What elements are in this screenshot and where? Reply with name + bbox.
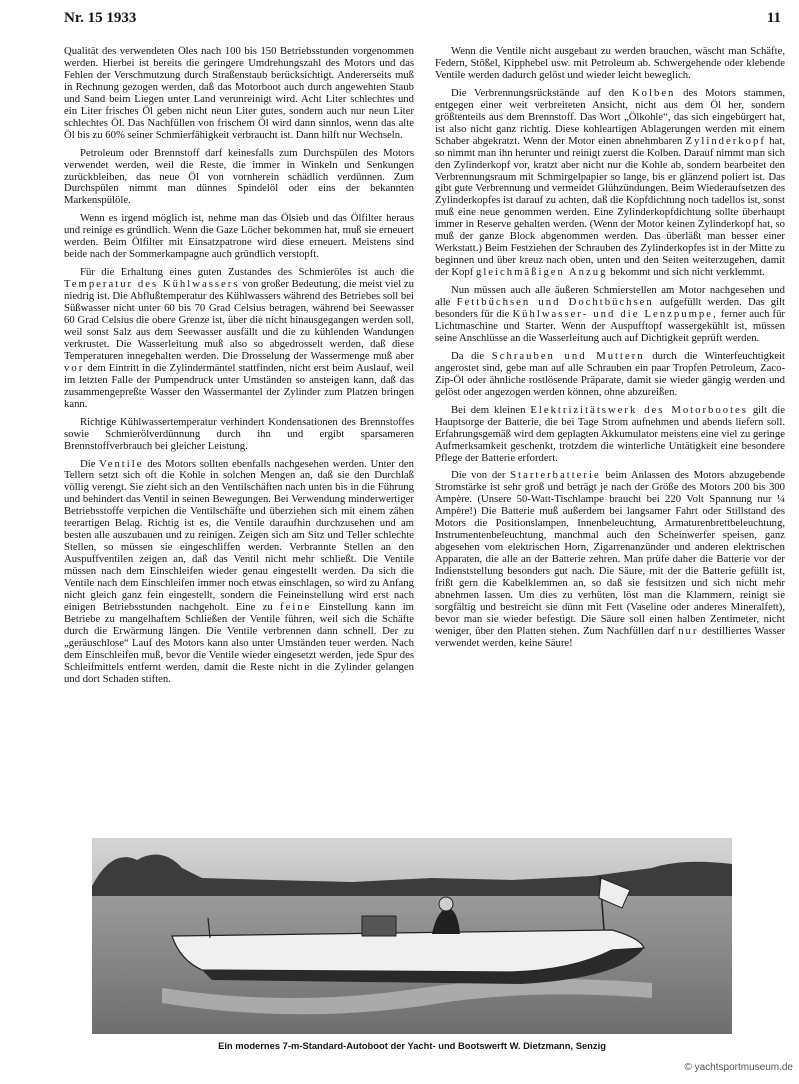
emphasis: Starterbatterie	[510, 469, 601, 482]
page-header	[64, 10, 781, 32]
emphasis: feine	[280, 600, 312, 613]
page-number: 11	[766, 10, 781, 26]
paragraph: Die von der Starterbatterie beim Anlassen des Motors abzugebende Stromstärke ist sehr groß und beträgt je nach der Größe des Motors 200 bis 300 Ampère. (Unsere 50-Watt-Tischlampe braucht bei 220 Volt Spannung nur ¼ Ampère!) Die Batterie muß außerdem bei langsamer Fahrt oder Stillstand des Motors die Positionslampen, Innenbeleuchtung, Armaturenbrettbeleuchtung, Instrumentenbeleuchtung, manchmal auch den Scheinwerfer speisen, ganz abgesehen vom elektrischen Horn, Zigarrenanzünder und anderen elektrischen Apparaten, die alle an der Batterie zehren. Man prüfe daher die Batterie vor der Indienststellung besonders gut nach. Die Säure, mit der die Batterie gefüllt ist, frißt gern die Kabelklemmen an, so daß sie festsitzen und sich nicht mehr abnehmen lassen. Um dies zu verhüten, löst man die Klammern, reinigt sie sorgfältig und bestreicht sie dünn mit Fett (Vaseline oder anderes Mineralfett), bevor man sie wieder befestigt. Die Säure soll einen halben Zentimeter, nicht weniger, über den Platten stehen. Zum Nachfüllen darf nur destilliertes Wasser verwendet werden, keine Säure!	[435, 469, 785, 649]
paragraph: Wenn die Ventile nicht ausgebaut zu werden brauchen, wäscht man Schäfte, Federn, Stößel, Kipphebel usw. mit Petroleum ab. Schwergehende oder klebende Ventile werden dadurch gelöst und wieder leicht beweglich.	[435, 46, 785, 81]
paragraph: Für die Erhaltung eines guten Zustandes des Schmieröles ist auch die Temperatur des Kühlwassers von großer Bedeutung, die meist viel zu niedrig ist. Die Abflußtemperatur des Kühlwassers während des Betriebes soll bei Süßwasser nicht unter 60 bis 70 Grad Celsius betragen, während bei Seewasser 60 Grad Celsius die obere Grenze ist, über die nicht hinausgegangen werden soll, weil sonst Salz aus dem Seewasser ausfällt und die zu kühlenden Wandungen verkrustet. Die Wasserleitung muß also so abgedrosselt werden, daß diese Temperaturen innegehalten werden. Die Drosselung der Wassermenge muß aber vor dem Eintritt in die Zylindermäntel stattfinden, nicht erst beim Auslauf, weil im letzten Falle der Pumpendruck unter Umständen so ansteigen kann, daß das zusammengepreßte Wasser den Wassermantel der Zylinder zum Platzen bringen kann.	[64, 266, 414, 410]
paragraph: Die Ventile des Motors sollten ebenfalls nachgesehen werden. Unter den Tellern setzt sich oft die Kohle in solchen Mengen an, daß sie den Durchlaß völlig verengt. Sie zieht sich an den Ventilschäften nach unten bis in die Führung und behindert das Ventil in seinen Bewegungen. Bei Verwendung minderwertiger Betriebsstoffe verpichen die Ventilschäfte und überziehen sich mit einem zähen teerartigen Belag. Richtig ist es, die Ventile daraufhin durchzusehen und am besten alle auszubauen und zu reinigen. Zeigen sich am Sitz und Teller schlechte Stellen, so müssen sie eingeschliffen werden. Verbrannte Stellen an den Auspuffventilen zeigen an, daß das Ventil nicht mehr schließt. Die Ventile müssen nach dem Einschleifen wieder genau eingestellt werden. Da sich die Ventile nach dem Einschleifen immer noch etwas einschlagen, so wird zu Anfang nicht gleich ganz fein eingestellt, sondern die Feineinstellung wird erst nach einigen Betriebsstunden nachgeholt. Eine zu feine Einstellung kann im Betriebe zu mangelhaftem Schließen der Ventile führen, weil sich die Schäfte durch die Erwärmung längen. Die Ventile verbrennen dann schnell. Der zu „geräuschlose“ Lauf des Motors kann also unter Umständen teuer werden. Nach dem Einschleifen muß, bevor die Ventile wieder eingesetzt werden, jede Spur des Schleifmittels entfernt werden, damit die Reste nicht in die Zylinder gelangen und dort Schaden stiften.	[64, 457, 414, 685]
paragraph: Die Verbrennungsrückstände auf den Kolben des Motors stammen, entgegen einer weit verbreiteten Ansicht, nicht aus dem Öl her, sondern größtenteils aus dem Brennstoff. Das Wort „Ölkohle“, das sich eingebürgert hat, ist also nicht ganz richtig. Diese kohleartigen Ablagerungen werden mit einem Schaber abgekratzt. Wenn der Motor einen abnehmbaren Zylinderkopf hat, so nimmt man ihn herunter und reinigt zuerst die Kolben. Darauf nimmt man sich den Zylinderkopf vor, kratzt aber nicht nur die Kohle ab, sondern bearbeitet den Verbrennungsraum mit Schmirgelpapier so lange, bis er glänzend poliert ist. Das gibt gute Verbrennung und vermeidet Glühzündungen. Beim Wiederaufsetzen des Zylinderkopfes ist darauf zu achten, daß die Kopfdichtung noch tadellos ist, sonst muß eine neue genommen werden. Eine Zylinderkopfdichtung sollte überhaupt immer in Reserve gehalten werden. (Wenn der Motor keinen Zylinderkopf hat, so muß der ganze Block abgenommen werden. Das überläßt man besser einer Werkstatt.) Beim Festziehen der Schrauben des Zylinderkopfes ist in der Mitte zu beginnen und über kreuz nach oben, unten und den Seiten weiterzugehen, damit der Kopf gleichmäßigen Anzug bekommt und sich nicht verklemmt.	[435, 86, 785, 279]
paragraph: Qualität des verwendeten Öles nach 100 bis 150 Betriebsstunden vorgenommen werden. Hierbei ist bereits die geringere Umdrehungszahl des Motors und das Fehlen der Verschmutzung durch Straßenstaub berücksichtigt. Andererseits muß in Rechnung gezogen werden, daß das Motorboot auch durch angewehten Staub und Sand beim Liegen unter Land verunreinigt wird. Acht Liter schlechtes und ein Liter frisches Öl geben nicht neun Liter gutes, sondern auch nur neun Liter schlechtes Öl. Das Nachfüllen von frischem Öl wird dann sinnlos, wenn das alte Öl bis zu 60% seiner Schmierfähigkeit verbraucht ist. Dann hilft nur Wechseln.	[64, 46, 414, 141]
emphasis: vor	[64, 361, 85, 374]
emphasis: gleichmäßigen Anzug	[475, 266, 608, 279]
motorboat-photo	[92, 838, 732, 1034]
emphasis: Temperatur des Kühlwassers	[64, 278, 240, 291]
article-body	[64, 46, 785, 826]
photo-caption: Ein modernes 7-m-Standard-Autoboot der Yacht- und Bootswerft W. Dietzmann, Senzig	[218, 1040, 606, 1051]
issue-number: Nr. 15 1933	[64, 10, 137, 26]
paragraph: Richtige Kühlwassertemperatur verhindert Kondensationen des Brennstoffes sowie Schmierölverdünnung durch ihn und ergibt sparsameren Brennstoffverbrauch bei gleicher Leistung.	[64, 415, 414, 452]
emphasis: Zylinderkopf	[685, 134, 766, 147]
paragraph: Bei dem kleinen Elektrizitätswerk des Motorbootes gilt die Hauptsorge der Batterie, die bei Tage Strom aufnehmen und abends liefern soll. Erfahrungsgemäß wird dem geplagten Akkumulator meistens eine viel zu geringe Aufmerksamkeit geschenkt, trotzdem die winterliche Untätigkeit eine besondere Pflege der Batterie erfordert.	[435, 403, 785, 464]
emphasis: Ventile	[99, 457, 144, 470]
emphasis: Schrauben und Muttern	[491, 349, 645, 362]
paragraph: Wenn es irgend möglich ist, nehme man das Ölsieb und das Ölfilter heraus und reinige es gründlich. Wenn die Gaze Löcher bekommen hat, muß sie erneuert werden. Beim Ölfilter mit Einsatzpatrone wird diese erneuert. Meistens sind beide nach der Sommerkampagne auch gründlich verstopft.	[64, 212, 414, 261]
emphasis: nur	[678, 624, 699, 637]
helmsman-head	[439, 897, 453, 911]
paragraph: Nun müssen auch alle äußeren Schmierstellen am Motor nachgesehen und alle Fettbüchsen und Dochtbüchsen aufgefüllt werden. Das gilt besonders für die Kühlwasser- und die Lenzpumpe, ferner auch für Lichtmaschine und Starter. Wenn der Auspufftopf wassergekühlt ist, müssen seine Anschlüsse an die Wasserleitung auch auf Dichtigkeit geprüft werden.	[435, 284, 785, 344]
left-column	[64, 46, 414, 826]
emphasis: Elektrizitätswerk des Motorbootes	[530, 403, 748, 416]
watermark: © yachtsportmuseum.de	[684, 1062, 793, 1073]
boat-illustration	[92, 838, 732, 1034]
emphasis: Kühlwasser- und die Lenzpumpe,	[512, 308, 718, 321]
paragraph: Petroleum oder Brennstoff darf keinesfalls zum Durchspülen des Motors verwendet werden, weil die Reste, die immer in Winkeln und Senkungen zurückbleiben, das neue Öl von vornherein schädlich verdünnen. Zum Durchspülen nimmt man dünnes Spindelöl oder eins der bekannten Markenspülöle.	[64, 146, 414, 207]
emphasis: Kolben	[631, 86, 676, 99]
emphasis: Fettbüchsen und Dochtbüchsen	[456, 296, 654, 309]
right-column	[435, 46, 785, 826]
windshield	[362, 916, 396, 936]
paragraph: Da die Schrauben und Muttern durch die Winterfeuchtigkeit angerostet sind, gebe man auf alle Schrauben ein paar Tropfen Petroleum, Zaco-Zip-Öl oder ähnliche rostlösende Präparate, damit sie wieder gängig werden und gelöst oder angezogen werden können, ohne abzureißen.	[435, 349, 785, 398]
